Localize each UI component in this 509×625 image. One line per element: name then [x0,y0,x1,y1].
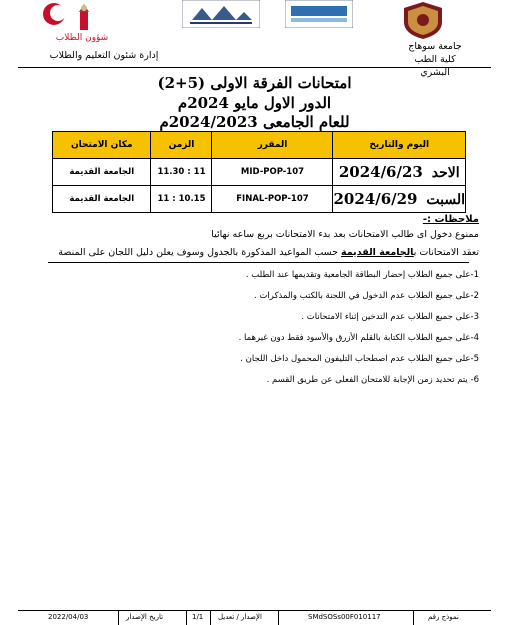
issue-date-label: تاريخ الإصدار [126,613,164,621]
place-cell: الجامعة القديمة [53,159,151,186]
table-header-row [53,132,466,159]
education-affairs-caption: إدارة شئون التعليم والطلاب [49,50,159,61]
document-footer [18,610,491,625]
venue-note [58,247,479,258]
rule-item: 3-على جميع الطلاب عدم التدخين إثناء الامتحانات . [301,312,479,322]
day-name: الاحد [431,165,460,181]
time-cell: 10.15 : 11 [151,186,212,213]
late-entry-note: ممنوع دخول اى طالب الامتحانات بعد بدء الامتحانات بربع ساعه نهائيا [211,229,479,240]
exam-schedule-table [52,131,466,213]
venue-note-place: الجامعة القديمة [341,247,414,258]
academic-year: للعام الجامعى 2024/2023م [159,113,350,131]
page-number: 1/1 [192,613,204,621]
notes-heading: ملاحظات :- [422,214,479,225]
time-cell: 11 : 11.30 [151,159,212,186]
university-name: جامعة سوهاج [408,41,462,52]
header-place: مكان الامتحان [53,132,151,159]
header-course: المقرر [212,132,333,159]
form-code: SMdSOSs00F010117 [308,613,381,621]
faculty-name: كلية الطب البشري [414,54,456,78]
footer-separator [186,611,187,625]
rule-item: 4-على جميع الطلاب الكتابة بالقلم الأزرق والأسود فقط دون غيرهما . [238,333,479,343]
table-row [53,186,466,213]
footer-separator [210,611,211,625]
form-label: نموذج رقم [428,613,459,621]
rule-item: 5-على جميع الطلاب عدم اصطحاب التليفون المحمول داخل اللجان . [240,354,479,364]
venue-note-post: حسب المواعيد المذكورة بالجدول وسوف يعلن دليل اللجان على المنصة [58,247,342,258]
day-name: السبت [426,192,465,208]
exam-date: 2024/6/29 [333,190,418,208]
header-day-date: اليوم والتاريخ [333,132,466,159]
student-affairs-logo [40,0,124,44]
student-affairs-logo-text: شؤون الطلاب [55,33,109,43]
rule-item: 6- يتم تحديد زمن الإجابة للامتحان الفعلى عن طريق القسم . [266,375,479,385]
notes-underline [48,262,469,263]
day-date-cell [333,186,466,213]
table-row [53,159,466,186]
exam-date: 2024/6/23 [338,163,423,181]
faculty-seal-logo [398,0,448,40]
quality-unit-logo [285,0,353,28]
edition-label: الإصدار / تعديل [218,613,262,621]
header-time: الزمن [151,132,212,159]
footer-separator [413,611,414,625]
day-date-cell [333,159,466,186]
footer-separator [118,611,119,625]
rule-item: 1-على جميع الطلاب إحضار البطاقة الجامعية وتقديمها عند الطلب . [245,270,479,280]
rule-item: 2-على جميع الطلاب عدم الدخول في اللجنة بالكتب والمذكرات . [254,291,479,301]
header-divider [18,67,491,68]
university-building-logo [182,0,260,28]
exam-session: الدور الاول مايو 2024م [177,94,332,112]
exam-title: امتحانات الفرقة الاولى (5+2) [157,74,352,92]
footer-separator [278,611,279,625]
place-cell: الجامعة القديمة [53,186,151,213]
course-cell: FINAL-POP-107 [212,186,333,213]
venue-note-pre: تعقد الامتحانات ب [413,247,479,258]
course-cell: MID-POP-107 [212,159,333,186]
issue-date: 2022/04/03 [48,613,89,621]
